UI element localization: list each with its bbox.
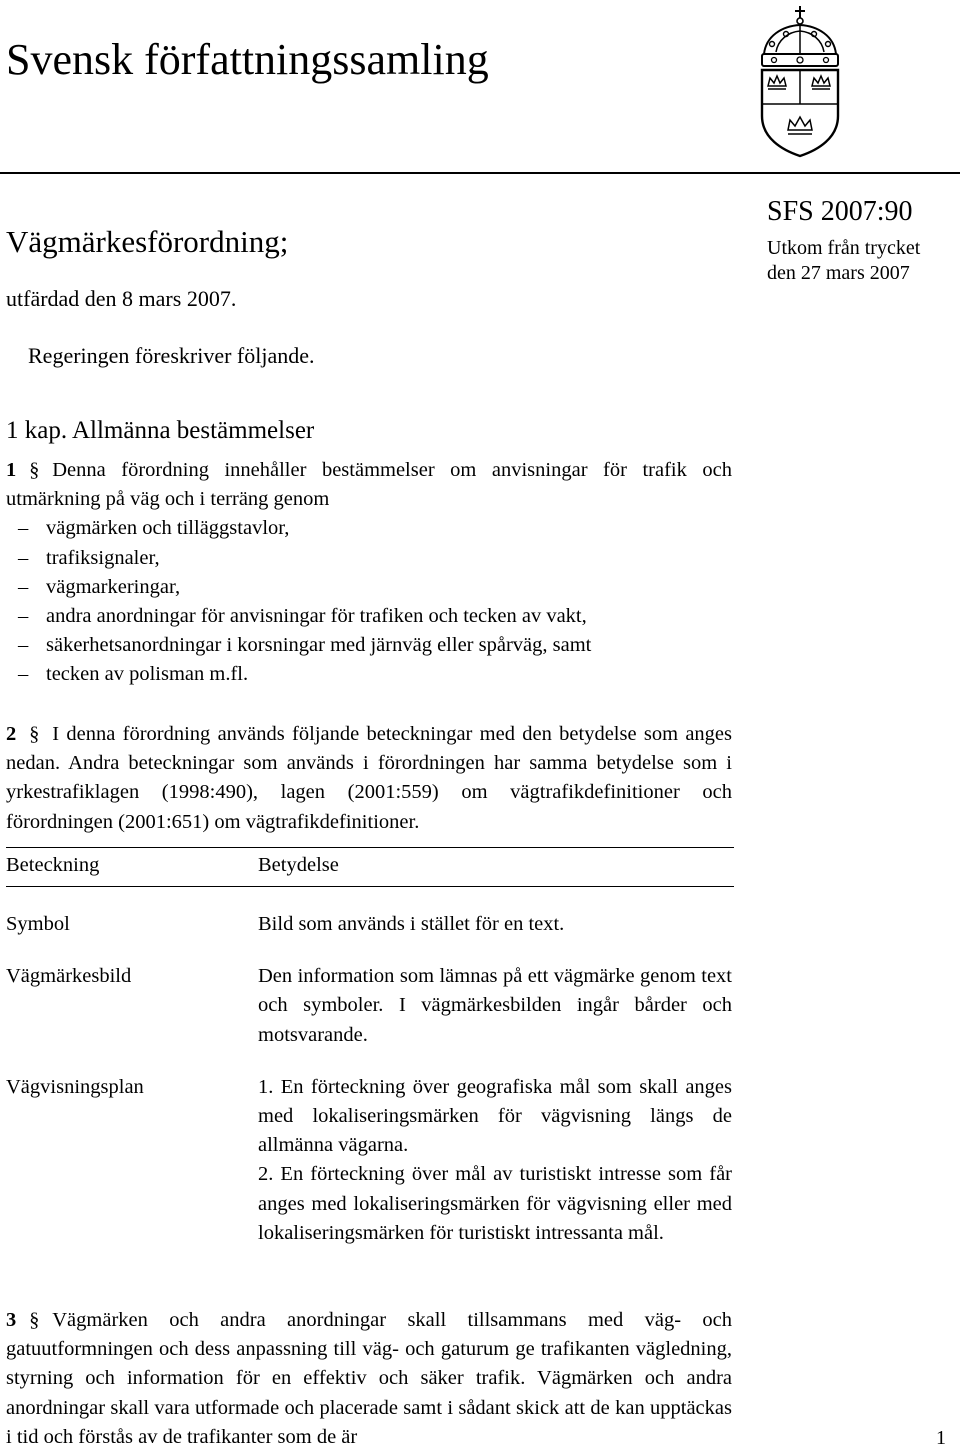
dash-marker: – <box>18 634 29 657</box>
table-header <box>6 847 734 887</box>
list-item-text: vägmärken och tilläggstavlor, <box>46 517 290 540</box>
section-number: 1 <box>6 459 17 481</box>
section-sign: § <box>29 1309 40 1331</box>
meaning-cell: Bild som används i stället för en text. <box>258 913 565 935</box>
section-sign: § <box>29 723 40 745</box>
dash-marker: – <box>18 517 29 540</box>
document-title: Vägmärkesförordning; <box>6 224 289 259</box>
list-item-text: vägmarkeringar, <box>46 575 181 598</box>
meaning-cell: Den information som lämnas på ett vägmärke genom text och symboler. I vägmärkesbilden ingår bårder och motsvarande. <box>258 965 732 1046</box>
section-text: Denna förordning innehåller bestämmelser om anvisningar för trafik och utmärkning på väg och i terräng genom <box>6 459 732 511</box>
section-1 <box>6 456 732 690</box>
list-item <box>6 573 732 602</box>
meaning-item-1: 1. En förteckning över geografiska mål som skall anges med lokaliseringsmärken för vägvisning längs de allmänna vägarna. <box>258 1075 732 1157</box>
list-item-text: tecken av polisman m.fl. <box>46 663 249 686</box>
section-1-intro <box>6 456 732 514</box>
column-header-term: Beteckning <box>6 854 100 876</box>
term-cell: Vägvisningsplan <box>6 1075 144 1098</box>
list-item-text: andra anordningar för anvisningar för trafiken och tecken av vakt, <box>46 605 587 628</box>
collection-title: Svensk författningssamling <box>6 35 489 84</box>
publication-line-2: den 27 mars 2007 <box>767 262 910 284</box>
introduction: Regeringen föreskriver följande. <box>28 343 315 368</box>
table-row <box>6 962 734 1050</box>
list-item <box>6 631 732 660</box>
section-number: 2 <box>6 723 17 745</box>
term-cell: Vägmärkesbild <box>6 965 132 988</box>
dash-marker: – <box>18 546 29 569</box>
chapter-heading: 1 kap. Allmänna bestämmelser <box>6 417 315 444</box>
dash-marker: – <box>18 663 29 686</box>
dash-marker: – <box>18 605 29 628</box>
meaning-item-2: 2. En förteckning över mål av turistiskt intresse som får anges med lokaliseringsmärken för vägvisning eller med lokaliseringsmärken för turistiskt intressanta mål. <box>258 1163 732 1244</box>
list-item <box>6 514 732 543</box>
sfs-number: SFS 2007:90 <box>767 196 913 227</box>
section-text: I denna förordning används följande beteckningar med den betydelse som anges nedan. Andra beteckningar som används i förordningen har samma betydelse som i yrkestrafiklagen (1998:490), lagen (2001:559) om vägtrafikdefinitioner och förordningen (2001:651) om vägtrafikdefinitioner. <box>6 723 732 833</box>
dash-marker: – <box>18 575 29 598</box>
section-2 <box>6 720 732 837</box>
header-rule <box>0 172 960 174</box>
list-item <box>6 660 732 689</box>
list-item <box>6 602 732 631</box>
term-cell: Symbol <box>6 913 70 935</box>
section-sign: § <box>29 459 40 481</box>
publication-line-1: Utkom från trycket <box>767 237 921 259</box>
section-text: Vägmärken och andra anordningar skall tillsammans med väg- och gatuutformningen och dess anpassning till väg- och gaturum ge trafikanten vägledning, styrning och information för en effektiv och säker trafik. Vägmärken och andra anordningar skall vara utformade och placerade samt i sådant skick att de kan upptäckas i tid och förstås av de trafikanter som de är <box>6 1309 732 1448</box>
list-item <box>6 544 732 573</box>
definitions-table <box>6 847 734 1248</box>
list-item-text: trafiksignaler, <box>46 546 160 569</box>
section-3 <box>6 1306 732 1452</box>
section-number: 3 <box>6 1309 17 1331</box>
publication-note <box>767 236 920 286</box>
page-number: 1 <box>936 1427 946 1449</box>
section-1-list <box>6 514 732 689</box>
coat-of-arms-icon <box>752 4 848 158</box>
meaning-cell <box>258 1073 732 1248</box>
table-row <box>6 910 734 939</box>
list-item-text: säkerhetsanordningar i korsningar med järnväg eller spårväg, samt <box>46 634 592 657</box>
column-header-meaning: Betydelse <box>258 854 339 876</box>
issue-date: utfärdad den 8 mars 2007. <box>6 286 237 311</box>
table-row <box>6 1073 734 1248</box>
